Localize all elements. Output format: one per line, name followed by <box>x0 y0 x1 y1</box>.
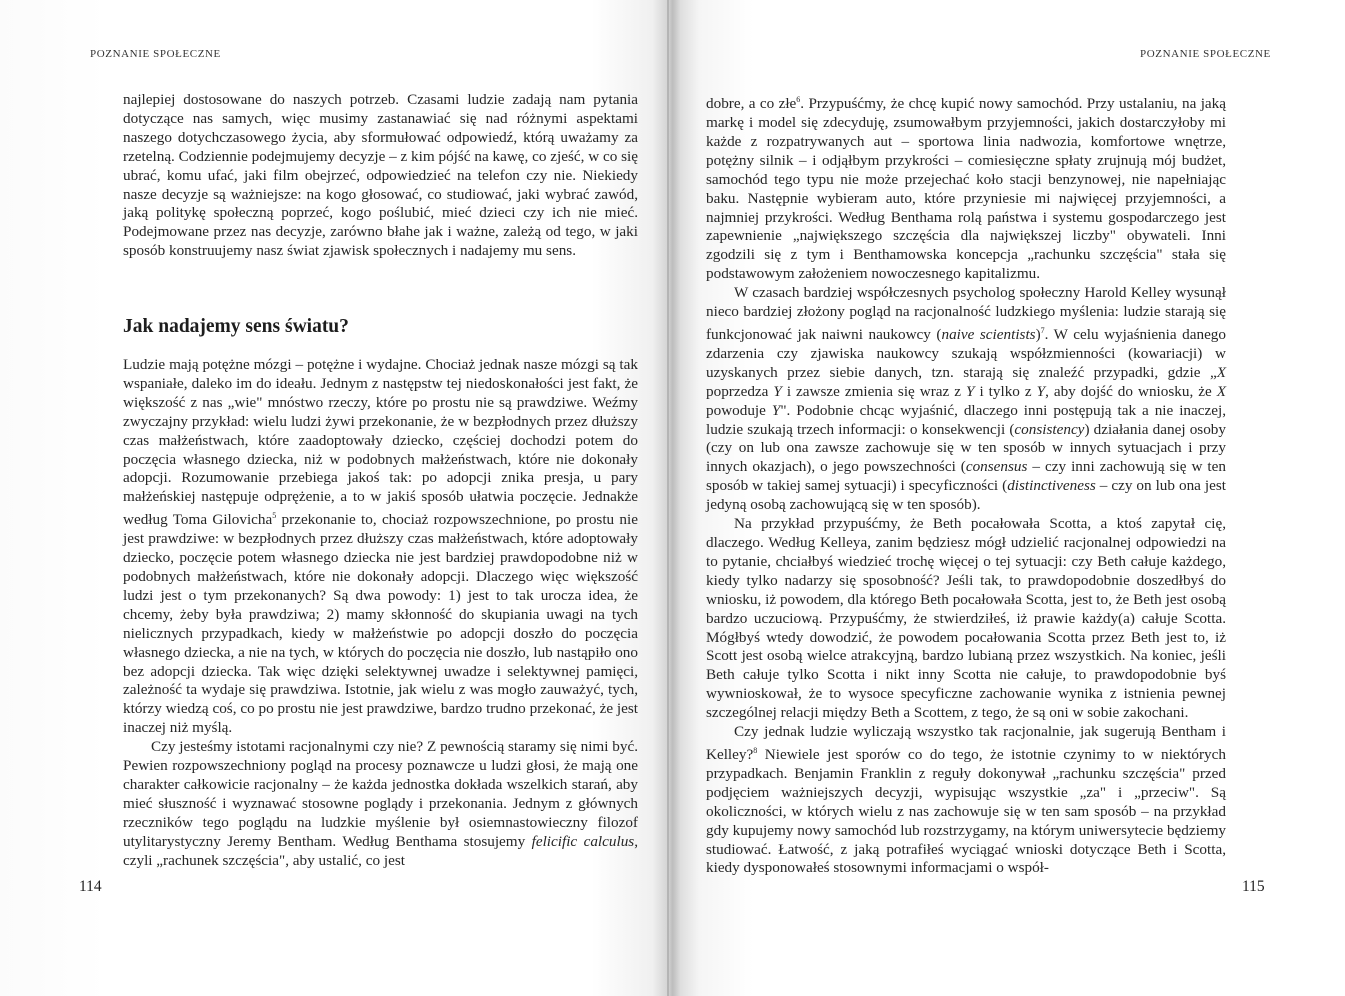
brains-text-b: przekonanie to, chociaż rozpowszechnione, po prostu nie jest prawdziwe: w bezpłodnych przez dłuższy czas małżeństwach, które adoptowały dziecko, poczęcie potem własnego dziecka nie jest bardziej prawdopodobne niż w podobnych małżeństwach, które nie dokonały adopcji. Dlaczego więc większość ludzi jest o tym przekonanych? Są dwa powody: 1) jest to tak urocza idea, że chcemy, żeby była prawdziwa; 2) mamy skłonność do skupiania uwagi na tych nielicznych przypadkach, kiedy w małżeństwie po adopcji doszło do poczęcia własnego dziecka, a nie na tych, w których do poczęcia nie doszło, lub nastąpiło ono bez adopcji dziecka. Tak więc dzięki selektywnej uwadze i selektywnej pamięci, zależność ta wydaje się prawdziwa. Istotnie, jak wielu z was mogło zauważyć, tych, którzy wiedzą coś, co po prostu nie jest prawdziwe, bardzo trudno przekonać, że jest inaczej niż myślą. <box>123 511 638 737</box>
kelley-text-4: poprzedza <box>706 382 774 400</box>
brains-text-a: Ludzie mają potężne mózgi – potężne i wydajne. Chociaż jednak nasze mózgi są tak wspaniałe, daleko im do ideału. Jednym z następstw tej niedoskonałości jest fakt, że większość z nas „wie" mnóstwo rzeczy, które po prostu nie są prawdziwe. Weźmy zwyczajny przykład: wielu ludzi żywi przekonanie, że w bezpłodnych przez dłuższy czas małżeństwach, które zaadoptowały dziecko, częściej dochodzi potem do poczęcia własnego dziecka, niż w podobnych małżeństwach, które nie dokonały adopcji. Rozumowanie przebiega jakoś tak: po adopcji znika presja, u pary małżeńskiej następuje odprężenie, a to w jakiś sposób ułatwia poczęcie. Jednakże według Toma Gilovicha <box>123 356 638 529</box>
kelley-paragraph <box>706 284 1226 515</box>
footnote-ref-7: 7 <box>1040 325 1045 335</box>
kelley-text-10: ) działania danej osoby (czy on lub ona zawsze zachowuje się w ten sposób w innych sytuacjach i przy innych okazjach), o jego powszechności ( <box>706 420 1226 476</box>
var-y: Y <box>771 401 781 419</box>
var-x: X <box>1216 363 1226 381</box>
left-page <box>0 0 668 996</box>
kelley-text-8: powoduje <box>706 401 772 419</box>
left-body-block <box>123 356 638 871</box>
kelley-text-5: i zawsze zmienia się wraz z <box>781 382 967 400</box>
kelley-text-7: , aby dojść do wniosku, że <box>1045 382 1217 400</box>
section-heading: Jak nadajemy sens światu? <box>123 316 349 337</box>
page-number-left: 114 <box>79 878 102 895</box>
bentham-text-b: . Przypuśćmy, że chcę kupić nowy samochód. Przy ustalaniu, na jaką markę i model się zdecyduję, zsumowałbym przyjemności, jakich dostarczyłoby mi każde z rozpatrywanych aut – sportowa linia nadwozia, komfortowe wnętrze, potężny silnik – i odjąłbym przykrości – comiesięczne spłaty zrujnują mój budżet, samochód tego typu nie może przejechać koło stacji benzynowej, nie napełniając baku. Następnie wybieram auto, które przyniesie mi najwięcej przyjemności, a najmniej przykrości. Według Benthama rolą państwa i systemu gospodarczego jest zapewnienie „największego szczęścia dla największej liczby" obywateli. Inni zgodzili się z tym i Benthamowska koncepcja „rachunku szczęścia" stała się podstawowym założeniem nowoczesnego kapitalizmu. <box>706 95 1226 283</box>
var-y: Y <box>773 382 782 400</box>
right-body-block <box>706 91 1226 878</box>
running-head-right: POZNANIE SPOŁECZNE <box>1140 48 1271 60</box>
var-x: X <box>1216 382 1226 400</box>
kelley-text-12: – czy on lub ona jest jedyną osobą zachowującą się w ten sposób). <box>706 477 1226 514</box>
kelley-text-11: – czy inni zachowują się w ten sposób w takiej samej sytuacji) i specyficzności ( <box>706 458 1226 495</box>
var-y: Y <box>966 382 975 400</box>
footnote-ref-5: 5 <box>272 511 277 521</box>
footnote-ref-8: 8 <box>753 745 758 755</box>
beth-paragraph: Na przykład przypuśćmy, że Beth pocałowała Scotta, a ktoś zapytał cię, dlaczego. Według Kelleya, zanim będziesz mógł udzielić racjonalnej odpowiedzi na to pytanie, chciałbyś wiedzieć trochę więcej o tej sytuacji: czy Beth całuje każdego, kiedy tylko nadarzy się sposobność? Jeśli tak, to prawdopodobnie doszedłbyś do wniosku, iż powodem, dla którego Beth pocałowała Scotta, jest to, że Beth jest osobą bardzo uczuciową. Przypuśćmy, że stwierdziłeś, iż prawie każdy(a) całuje Scotta. Mógłbyś wtedy dowodzić, że powodem pocałowania Scotta przez Beth jest to, iż Scott jest osobą wielce atrakcyjną, bardzo lubianą przez wszystkich. Na koniec, jeśli Beth całuje tylko Scotta i nikt inny Scotta nie całuje, to prawdopodobnie byś wywnioskował, że to wysoce specyficzne zachowanie wynika z istnienia pewnej szczególnej relacji między Beth a Scottem, z tego, że są oni w sobie zakochani. <box>706 515 1226 722</box>
intro-paragraph: najlepiej dostosowane do naszych potrzeb. Czasami ludzie zadają nam pytania dotyczące nas samych, więc musimy zastanawiać się nad różnymi aspektami naszego dotychczasowego życia, aby sformułować odpowiedź, którą uważamy za rzetelną. Codziennie podejmujemy decyzje – z kim pójść na kawę, co zjeść, w co się ubrać, komu ufać, jaki film obejrzeć, odpowiedzieć na telefon czy nie. Niekiedy nasze decyzje są ważniejsze: na kogo głosować, co studiować, jaki wybrać zawód, jaką politykę społeczną poprzeć, kogo poślubić, mieć dzieci czy ich nie mieć. Podejmowane przez nas decyzje, zarówno błahe jak i ważne, zależą od tego, w jaki sposób konstruujemy nasz świat zjawisk społecznych i nadajemy mu sens. <box>123 91 638 260</box>
distinctiveness-term: distinctiveness <box>1007 477 1096 495</box>
kelley-text-3: . W celu wyjaśnienia danego zdarzenia czy zjawiska naukowcy szukają współzmienności (kowariacji) w uzyskanych przez siebie danych, tzn. starają się znaleźć przypadki, gdzie „ <box>706 326 1226 381</box>
bentham-paragraph <box>706 91 1226 284</box>
consensus-term: consensus <box>965 458 1028 476</box>
footnote-ref-6: 6 <box>796 95 801 104</box>
kelley-text-2: ) <box>1035 326 1041 343</box>
rational-paragraph <box>123 738 638 870</box>
felicific-term: felicific calculus <box>531 832 635 850</box>
kelley-text-6: i tylko z <box>974 382 1037 400</box>
kelley-text-9: ". Podobnie chcąc wyjaśnić, dlaczego inni postępują tak a nie inaczej, ludzie szukają trzech informacji: o konsekwencji ( <box>706 401 1226 438</box>
page-number-right: 115 <box>1242 878 1265 895</box>
left-intro-block <box>123 91 638 261</box>
right-page <box>676 0 1345 996</box>
consistency-term: consistency <box>1014 420 1085 438</box>
final-paragraph <box>706 723 1226 878</box>
final-text-a: Czy jednak ludzie wyliczają wszystko tak racjonalnie, jak sugerują Bentham i Kelley? <box>706 723 1226 763</box>
var-y: Y <box>1036 382 1046 400</box>
bentham-text-a: dobre, a co złe <box>706 95 797 113</box>
kelley-text-1: W czasach bardziej współczesnych psycholog społeczny Harold Kelley wysunął nieco bardziej złożony pogląd na racjonalność ludzkiego myślenia: ludzie starają się funkcjonować jak naiwni naukowcy ( <box>706 284 1226 343</box>
running-head-left: POZNANIE SPOŁECZNE <box>90 48 221 60</box>
rational-text-b: , czyli „rachunek szczęścia", aby ustalić, co jest <box>123 832 638 869</box>
naive-scientists-term: naive scientists <box>941 326 1036 343</box>
brains-paragraph <box>123 356 638 738</box>
rational-text-a: Czy jesteśmy istotami racjonalnymi czy nie? Z pewnością staramy się nimi być. Pewien rozpowszechniony pogląd na procesy poznawcze u ludzi głosi, że mają one charakter całkowicie racjonalny – że każda jednostka dokłada wszelkich starań, aby mieć słuszność i wyznawać stosowne poglądy i przekonania. Jednym z głównych rzeczników tego poglądu na ludzkie myślenie był osiemnastowieczny filozof utylitarystyczny Jeremy Bentham. Według Benthama stosujemy <box>123 738 638 850</box>
final-text-b: Niewiele jest sporów co do tego, że istotnie czynimy to w niektórych przypadkach. Benjamin Franklin z reguły dokonywał „rachunku szczęścia" przed podjęciem ważniejszych decyzji, wypisując wszystkie „za" i „przeciw". Są okoliczności, w których wielu z nas zachowuje się w ten sam sposób – na przykład gdy kupujemy nowy samochód lub rozstrzygamy, na którym uniwersytecie będziemy studiować. Łatwość, z jaką potrafiłeś wyciągać wnioski dotyczące Beth i Scotta, kiedy dysponowałeś stosownymi informacjami o współ- <box>706 746 1226 877</box>
